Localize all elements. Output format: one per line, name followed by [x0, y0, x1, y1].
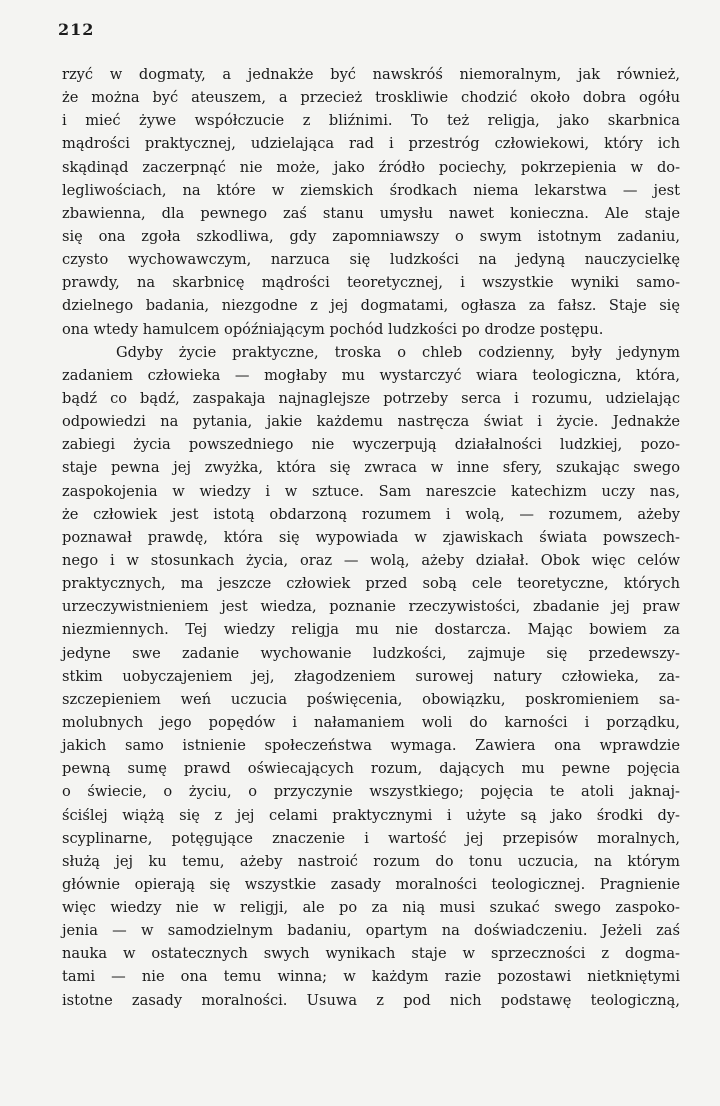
text-line: o świecie, o życiu, o przyczynie wszystkiego; pojęcia te atoli jaknaj-	[62, 783, 680, 801]
text-line: ściślej wiążą się z jej celami praktycznymi i użyte są jako środki dy-	[62, 806, 680, 824]
text-line: praktycznych, ma jeszcze człowiek przed sobą cele teoretyczne, których	[62, 575, 680, 593]
text-line: molubnych jego popędów i nałamaniem woli do karności i porządku,	[62, 713, 680, 731]
text-line: Gdyby życie praktyczne, troska o chleb codzienny, były jedynym	[116, 343, 680, 361]
text-line: pewną sumę prawd oświecających rozum, dających mu pewne pojęcia	[62, 760, 680, 778]
page-number: 212	[58, 20, 95, 39]
text-line: że można być ateuszem, a przecież troskliwie chodzić około dobra ogółu	[62, 89, 680, 107]
text-line: jakich samo istnienie społeczeństwa wymaga. Zawiera ona wprawdzie	[62, 737, 680, 755]
text-line: że człowiek jest istotą obdarzoną rozumem i wolą, — rozumem, ażeby	[62, 505, 680, 523]
text-line: skądinąd zaczerpnąć nie może, jako źródło pociechy, pokrzepienia w do-	[62, 158, 680, 176]
text-line: urzeczywistnieniem jest wiedza, poznanie rzeczywistości, zbadanie jej praw	[62, 598, 680, 616]
text-line: istotne zasady moralności. Usuwa z pod nich podstawę teologiczną,	[62, 991, 680, 1009]
text-line: głównie opierają się wszystkie zasady moralności teologicznej. Pragnienie	[62, 875, 680, 893]
text-line: staje pewna jej zwyżka, która się zwraca w inne sfery, szukając swego	[62, 459, 680, 477]
text-line: bądź co bądź, zaspakaja najnaglejsze potrzeby serca i rozumu, udzielając	[62, 389, 680, 407]
text-line: prawdy, na skarbnicę mądrości teoretycznej, i wszystkie wyniki samo-	[62, 274, 680, 292]
text-line: nego i w stosunkach życia, oraz — wolą, ażeby działał. Obok więc celów	[62, 551, 680, 569]
text-line: więc wiedzy nie w religji, ale po za nią musi szukać swego zaspoko-	[62, 899, 680, 917]
text-line: tami — nie ona temu winna; w każdym razie pozostawi nietkniętymi	[62, 968, 680, 986]
text-line: dzielnego badania, niezgodne z jej dogmatami, ogłasza za fałsz. Staje się	[62, 297, 680, 315]
text-line: zadaniem człowieka — mogłaby mu wystarczyć wiara teologiczna, która,	[62, 366, 680, 384]
text-line: ona wtedy hamulcem opóźniającym pochód ludzkości po drodze postępu.	[62, 320, 604, 338]
text-line: mądrości praktycznej, udzielająca rad i przestróg człowiekowi, który ich	[62, 135, 680, 153]
body-text	[62, 63, 680, 1012]
text-line: jedyne swe zadanie wychowanie ludzkości, zajmuje się przedewszy-	[62, 644, 680, 662]
text-line: czysto wychowawczym, narzuca się ludzkości na jedyną nauczycielkę	[62, 251, 680, 269]
text-line: zaspokojenia w wiedzy i w sztuce. Sam nareszcie katechizm uczy nas,	[62, 482, 680, 500]
text-line: zbawienna, dla pewnego zaś stanu umysłu nawet konieczna. Ale staje	[62, 204, 680, 222]
text-line: nauka w ostatecznych swych wynikach staje w sprzeczności z dogma-	[62, 945, 680, 963]
text-line: się ona zgoła szkodliwa, gdy zapomniawszy o swym istotnym zadaniu,	[62, 227, 680, 245]
text-line: stkim uobyczajeniem jej, złagodzeniem surowej natury człowieka, za-	[62, 667, 680, 685]
text-line: niezmiennych. Tej wiedzy religja mu nie dostarcza. Mając bowiem za	[62, 621, 680, 639]
text-line: odpowiedzi na pytania, jakie każdemu nastręcza świat i życie. Jednakże	[62, 413, 680, 431]
text-line: scyplinarne, potęgujące znaczenie i wartość jej przepisów moralnych,	[62, 829, 680, 847]
text-line: zabiegi życia powszedniego nie wyczerpują działalności ludzkiej, pozo-	[62, 436, 680, 454]
text-line: poznawał prawdę, która się wypowiada w zjawiskach świata powszech-	[62, 528, 680, 546]
text-line: szczepieniem weń uczucia poświęcenia, obowiązku, poskromieniem sa-	[62, 690, 680, 708]
text-line: legliwościach, na które w ziemskich środkach niema lekarstwa — jest	[62, 181, 680, 199]
text-line: służą jej ku temu, ażeby nastroić rozum do tonu uczucia, na którym	[62, 852, 680, 870]
text-line: rzyć w dogmaty, a jednakże być nawskróś niemoralnym, jak również,	[62, 66, 680, 83]
text-line: i mieć żywe współczucie z bliźnimi. To też religja, jako skarbnica	[62, 112, 680, 130]
text-line: jenia — w samodzielnym badaniu, opartym na doświadczeniu. Jeżeli zaś	[62, 922, 680, 940]
